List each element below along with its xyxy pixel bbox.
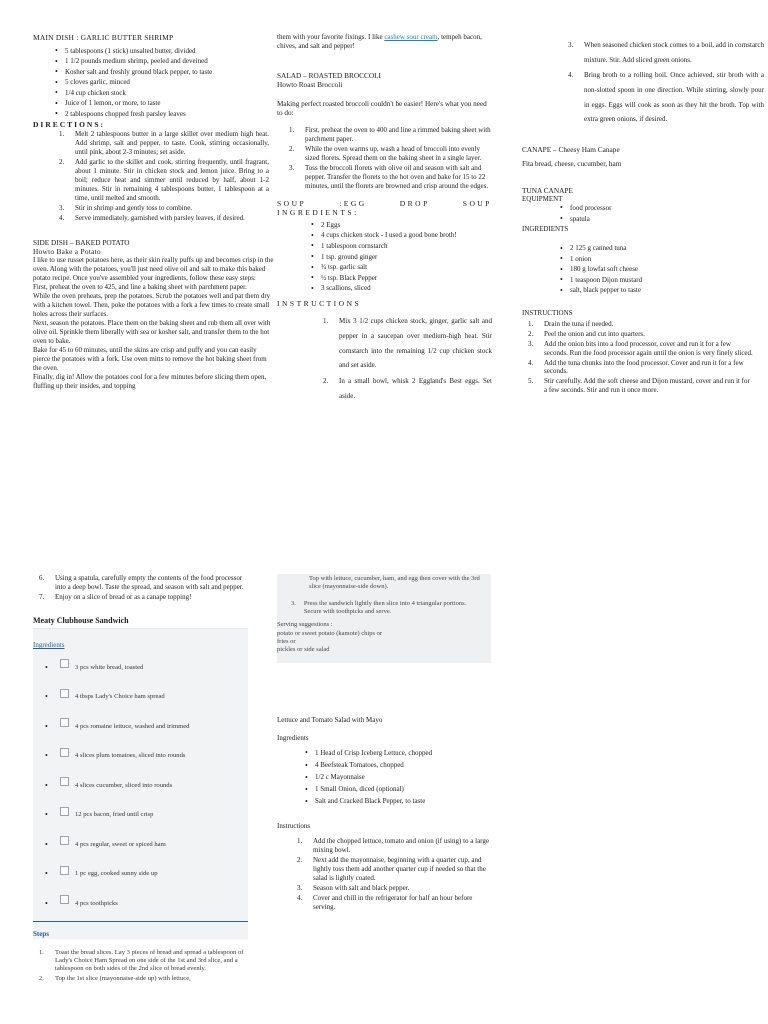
step-number: 4. [528,358,534,367]
soup-step [317,374,492,403]
bullet-icon: • [45,780,48,790]
salad-subtitle: Howto Roast Broccoli [277,80,343,90]
direction-step [53,158,269,203]
step-text: Add the chopped lettuce, tomato and onion (if using) to a large mixing bowl. [313,837,489,855]
step-number: 2. [289,144,295,153]
ingredient-item: • 2 tablespoons chopped fresh parsley leaves [55,110,275,119]
soup-ingredient: • ½ tsp. Black Pepper [311,274,492,283]
step-number: 7. [39,592,45,601]
lettuce-ingredients [305,748,492,807]
main-dish-section [33,33,275,498]
step-number: 1. [39,948,44,956]
soup-ingredients-heading: INGREDIENTS: [277,208,359,218]
salad-title: SALAD – ROASTED BROCCOLI [277,70,381,80]
soup-ingredient: • 1 tsp. ground ginger [311,253,492,262]
sandwich-continued-box [277,574,491,663]
ingredient-item: • Juice of 1 lemon, or more, to taste [55,99,275,108]
step-text: Bring broth to a rolling boil. Once achieved, stir broth with a non-slotted spoon in one direction. While stirring, slowly pour in eggs. Eggs will cook as soon as they hit the broth. Top with extra green onions, if desired. [584,71,764,124]
tuna-steps [522,320,754,396]
sandwich-ingredient [45,771,248,801]
potato-continuation: them with your favorite fixings. I like cashew sour cream, tempeh bacon, chives, and salt and pepper! [277,33,482,50]
ingredient-checkbox[interactable] [60,689,69,698]
tuna-step [522,359,754,377]
step-text: First, preheat the oven to 400 and line a rimmed baking sheet with parchment paper. [305,126,491,143]
side-dish-paragraph: First, preheat the oven to 425, and line a baking sheet with parchment paper. [33,283,247,292]
sandwich-ingredients [45,653,248,919]
side-dish-paragraph: Next, season the potatoes. Place them on the baking sheet and rub them all over with olive oil. Sprinkle them liberally with sea or kosher salt, and transfer them to the hot oven to bake. [33,318,271,345]
side-dish-paragraph: I like to use russet potatoes here, as their skin really puffs up and becomes crisp in the oven. Along with the potatoes, you'll just need olive oil and salt to make this baked potato recipe. Once you've assembled your ingredients, follow these easy steps: [33,256,274,283]
lettuce-ingredient: • 1 Head of Crisp Iceberg Lettuce, chopped [305,748,492,759]
sandwich-step [33,949,248,974]
step-number: 6. [39,574,45,582]
step-number: 2. [59,157,65,166]
middle-column [277,33,492,443]
step-text: Peel the onion and cut into quarters. [544,329,645,338]
ingredient-item: • 1/4 cup chicken stock [55,89,275,98]
sandwich-ingredient [45,683,248,713]
sandwich-title: Meaty Clubhouse Sandwich [33,616,248,629]
step-text: Toast the bread slices. Lay 3 pieces of bread and spread a tablespoon of Lady's Choice Ham Spread on one side of the 1st and 3rd slice, and a tablespoon on both sides of the 2nd slice of bread evenly. [55,948,244,973]
steps-heading: Steps [33,929,49,938]
step-text: Top the 1st slice (mayonnaise-side up) with lettuce, [55,974,191,982]
step-number: 2. [323,377,329,386]
directions-heading: DIRECTIONS: [33,120,106,130]
side-dish-subtitle: Howto Bake a Potato [33,246,101,256]
step-number: 2. [528,329,534,338]
serving-suggestions: Serving suggestions : potato or sweet potato (kamote) chips or fries or pickles or side salad [277,621,383,654]
canape-title: CANAPE – Cheesy Ham Canape [522,145,620,155]
sandwich-ingredient [45,830,248,860]
tuna-ingredient: • 180 g lowfat soft cheese [560,265,764,274]
step-text: Mix 3 1/2 cups chicken stock, ginger, garlic salt and pepper in a saucepan over medium-high heat. Stir cornstarch into the remaining 1/2 cup chicken stock and set aside. [339,317,492,370]
soup-ingredient: • 3 scallions, sliced [311,284,492,293]
soup-step [562,68,764,127]
equipment-list [560,204,764,224]
step-number: 3. [289,163,295,172]
tuna-step [522,330,754,339]
sandwich-ingredient [45,860,248,890]
step-number: 4. [568,71,574,80]
cashew-sour-cream-link[interactable]: cashew sour cream [384,33,438,41]
step-text: Drain the tuna if needed. [544,319,614,328]
sandwich-ingredients-box [33,629,248,938]
tuna-step [522,340,754,358]
soup-ingredient: • ¾ tsp. garlic salt [311,263,492,272]
ingredient-label: 3 pcs white bread, toasted [75,663,144,671]
direction-step [53,214,269,223]
step-number: 3. [297,884,303,893]
tuna-ingredients-heading: INGREDIENTS [522,225,569,234]
lettuce-step [291,884,490,893]
step-number: 4. [297,894,303,903]
step-number: 1. [289,126,295,134]
step-number: 1. [297,837,303,846]
tuna-step [33,593,248,602]
equipment-item: • spatula [560,215,764,224]
sandwich-step [33,975,248,983]
ingredient-checkbox[interactable] [60,718,69,727]
step-number: 5. [528,377,534,386]
canape-line: Fita bread, cheese, cucumber, ham [522,160,622,169]
step-text: When seasoned chicken stock comes to a boil, add in cornstarch mixture. Stir. Add sliced green onions. [584,41,764,64]
bullet-icon: • [45,898,48,908]
step-text: Stir in shrimp and gently toss to combine. [75,203,193,212]
tuna-ingredient: • 2 125 g canned tuna [560,244,764,253]
lettuce-salad-title: Lettuce and Tomato Salad with Mayo [277,716,383,724]
salad-step [283,145,492,163]
sandwich-ingredient [45,653,248,683]
equipment-heading: EQUIPMENT [522,195,563,203]
soup-instructions-heading: INSTRUCTIONS [277,298,362,308]
side-dish-paragraph: Finally, dig in! Allow the potatoes cool for a few minutes before slicing them open, fluffing up their insides, and topping [33,372,267,390]
lettuce-ingredient: • 1 Small Onion, diced (optional) [305,784,492,795]
step-text: Enjoy on a slice of bread or as a canape topping! [55,592,192,601]
bullet-icon: • [45,751,48,761]
lettuce-ingredient: • 4 Beefsteak Tomatoes, chopped [305,760,492,771]
step-number: 3. [568,41,574,49]
soup-ingredient: • 2 Eggs [311,221,492,230]
ingredients-heading: Ingredients [33,641,65,650]
side-dish-paragraph: While the oven preheats, prep the potatoes. Scrub the potatoes well and pat them dry with a kitchen towel. Then, poke the potatoes with a fork a few times to create small holes across their surfaces. [33,292,271,318]
sandwich-steps [33,949,248,984]
ingredient-label: 4 tbsps Lady's Choice ham spread [75,693,165,701]
step-number: 1. [323,317,329,326]
ingredient-checkbox[interactable] [60,659,69,668]
step-text: In a small bowl, whisk 2 Eggland's Best eggs. Set aside. [339,377,492,400]
tuna-ingredient: • 1 onion [560,255,764,264]
ingredient-checkbox[interactable] [60,866,69,875]
step-number: 3. [59,203,65,212]
tuna-step [522,320,754,329]
ingredient-item: • Kosher salt and freshly ground black pepper, to taste [55,68,275,77]
bullet-icon: • [45,721,48,731]
tuna-ingredients [560,244,764,295]
bullet-icon: • [45,810,48,820]
sandwich-cont-line: Top with lettuce, cucumber, ham, and egg then cover with the 3rd slice (mayonnaise-side down). [309,575,480,591]
bullet-icon: • [45,692,48,702]
ingredient-label: 12 pcs bacon, fried until crisp [75,811,154,819]
salad-step [283,164,492,191]
step-number: 3. [528,339,534,348]
salad-step [283,126,492,144]
bullet-icon: • [45,869,48,879]
tuna-ingredient: • salt, black pepper to taste [560,286,764,295]
ingredient-label: 1 pc egg, cooked sunny side up [75,870,158,878]
equipment-item: • food processor [560,204,764,213]
lettuce-ingredient: • Salt and Cracked Black Pepper, to taste [305,796,492,807]
ingredient-label: 4 pcs romaine lettuce, washed and trimmed [75,722,190,730]
soup-title: SOUP :EGG DROP SOUP [277,198,492,208]
tuna-steps-continued [33,574,248,602]
ingredient-item: • 1 1/2 pounds medium shrimp, peeled and deveined [55,57,275,66]
step-text: Next add the mayonnaise, beginning with a quarter cup, and lightly toss them add another quarter cup if needed so that the salad is lightly coated. [313,856,486,883]
soup-ingredients [311,221,492,293]
step-number: 2. [297,856,303,865]
step-text: Add garlic to the skillet and cook, stirring frequently, until fragrant, about 1 minute. Stir in chicken stock and lemon juice. Bring to a boil; reduce heat and simmer until reduced by half, about 1-2 minutes. Stir in remaining 4 tablespoons butter, 1 tablespoon at a time, until melted and smooth. [75,157,269,202]
step-text: Cover and chill in the refrigerator for half an hour before serving. [313,894,473,911]
lettuce-step [291,894,490,912]
sandwich-ingredient [45,801,248,831]
step-text: Serve immediately, garnished with parsley leaves, if desired. [75,213,245,222]
tuna-step [33,574,248,592]
step-text: Melt 2 tablespoons butter in a large skillet over medium high heat. Add shrimp, salt and pepper, to taste. Cook, stirring occasionally, until pink, about 2-3 minutes; set aside. [75,130,269,156]
soup-ingredient: • 1 tablespoon cornstarch [311,242,492,251]
step-text: Using a spatula, carefully empty the contents of the food processor into a deep bowl. Taste the spread, and season with salt and pepper. [55,574,244,591]
bullet-icon: • [45,662,48,672]
salad-intro: Making perfect roasted broccoli couldn't be easier! Here's what you need to do: [277,99,487,117]
sandwich-ingredient [45,742,248,772]
lettuce-step [291,856,490,883]
step-text: Season with salt and black pepper. [313,884,410,893]
step-text: Stir carefully. Add the soft cheese and Dijon mustard, cover and run it for a few seconds. Stir and run it once more. [544,377,750,395]
ingredient-item: • 5 cloves garlic, minced [55,78,275,87]
step-number: 1. [528,319,534,328]
step-number: 4. [59,213,65,222]
step-text: Toss the broccoli florets with olive oil and season with salt and pepper. Transfer the florets to the hot oven and bake for 15 to 22 minutes, until the florets are browned and crisp around the edges. [305,163,489,190]
lettuce-ingredients-heading: Ingredients [277,733,309,742]
soup-step [317,314,492,373]
soup-step [562,38,764,67]
soup-ingredient: • 4 cups chicken stock - I used a good bone broth! [311,231,492,240]
ingredient-label: 4 slices cucumber, sliced into rounds [75,781,173,789]
ingredient-label: 4 pcs toothpicks [75,899,118,907]
sandwich-ingredient [45,889,248,919]
lettuce-step [291,837,490,855]
step-text: Add the onion bits into a food processor, cover and run it for a few seconds. Run the food processor again until the onion is very finely sliced. [544,339,753,357]
ingredient-item: • 5 tablespoons (1 stick) unsalted butter, divided [55,47,275,56]
ingredient-checkbox[interactable] [60,836,69,845]
tuna-instructions-heading: INSTRUCTIONS [522,308,573,317]
main-dish-directions [53,130,269,223]
ingredient-checkbox[interactable] [60,777,69,786]
side-dish-title: SIDE DISH – BAKED POTATO [33,237,130,247]
step-number: 2. [39,974,44,982]
main-dish-title: MAIN DISH : GARLIC BUTTER SHRIMP [33,33,174,42]
tuna-ingredient: • 1 teaspoon Dijon mustard [560,276,764,285]
direction-step [53,204,269,213]
tuna-step [522,377,754,395]
sandwich-step-3: 3. Press the sandwich lightly then slice into 4 triangular portions. Secure with toothpicks and serve. [291,599,467,615]
step-text: While the oven warms up, wash a head of broccoli into evenly sized florets. Spread them on the baking sheet in a single layer. [305,144,482,162]
lettuce-instructions-heading: Instructions [277,822,311,831]
bullet-icon: • [45,839,48,849]
right-column [522,38,764,508]
sandwich-section [33,574,248,1024]
step-text: Add the tuna chunks into the food processor. Cover and run it for a few seconds. [544,358,744,376]
ingredient-checkbox[interactable] [60,748,69,757]
main-dish-ingredients [55,47,275,119]
lettuce-salad-section [277,716,492,946]
ingredient-checkbox[interactable] [60,807,69,816]
ingredient-checkbox[interactable] [60,895,69,904]
side-dish-paragraphs [33,256,275,390]
soup-steps-continued [562,38,764,127]
tuna-canape-title: TUNA CANAPE [522,185,573,195]
ingredient-label: 4 slices plum tomatoes, sliced into rounds [75,752,186,760]
ingredient-label: 4 pcs regular, sweet or spiced ham [75,840,166,848]
lettuce-steps [291,837,490,912]
lettuce-ingredient: • 1/2 c Mayonnaise [305,772,492,783]
direction-step [53,130,269,157]
sandwich-ingredient [45,712,248,742]
salad-steps [283,126,492,191]
step-number: 1. [59,130,65,139]
soup-steps [317,314,492,403]
side-dish-paragraph: Bake for 45 to 60 minutes, until the skins are crisp and puffy and you can easily pierce the potatoes with a fork. Use oven mitts to remove the hot baking sheet from the oven. [33,345,267,372]
